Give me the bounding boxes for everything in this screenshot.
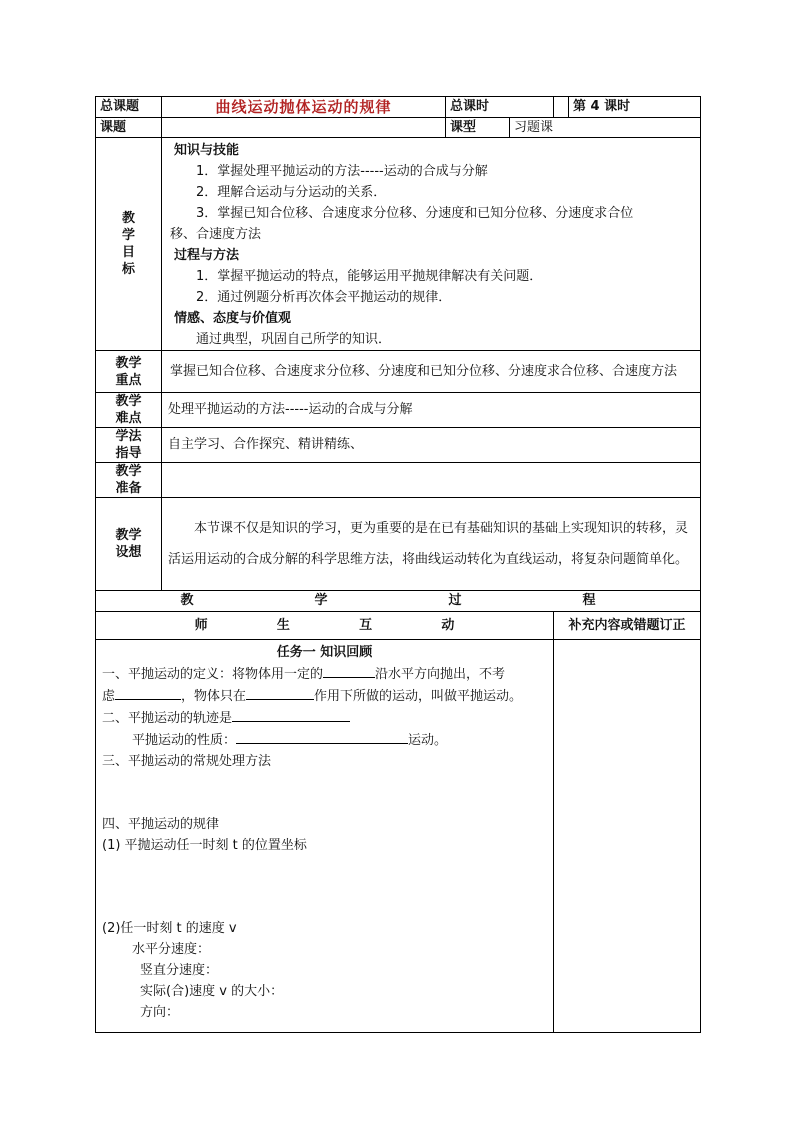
supplement-label: 补充内容或错题订正 bbox=[554, 612, 701, 640]
task-body-row bbox=[96, 640, 701, 1033]
type-label: 课型 bbox=[446, 118, 510, 138]
design-label: 教学设想 bbox=[96, 498, 162, 591]
header-row-total bbox=[96, 97, 701, 118]
topic-label: 课题 bbox=[96, 118, 162, 138]
emotion-text: 通过典型，巩固自己所学的知识． bbox=[196, 332, 392, 347]
lesson-plan-sheet bbox=[95, 96, 700, 1033]
process-char: 学 bbox=[314, 593, 328, 608]
interaction-char: 生 bbox=[276, 617, 290, 633]
process-header bbox=[96, 591, 701, 612]
process-header-row bbox=[96, 591, 701, 612]
law-title: 四、平抛运动的规律 bbox=[102, 817, 220, 832]
process-char: 过 bbox=[448, 593, 462, 608]
difficulties-text: 处理平抛运动的方法-----运动的合成与分解 bbox=[162, 393, 701, 428]
interaction-char: 互 bbox=[359, 617, 373, 633]
process-item: 1．掌握平抛运动的特点，能够运用平抛规律解决有关问题． bbox=[196, 269, 543, 284]
interaction-header bbox=[96, 612, 554, 640]
difficulties-label: 教学难点 bbox=[96, 393, 162, 428]
knowledge-item: 2．理解合运动与分运动的关系． bbox=[196, 185, 387, 200]
process-title: 过程与方法 bbox=[174, 248, 240, 263]
definition-line2: 虑 ，物体只在 作用下所做的运动，叫做平抛运动。 bbox=[102, 685, 547, 707]
method-title: 三、平抛运动的常规处理方法 bbox=[102, 754, 272, 769]
topic-value bbox=[162, 118, 446, 138]
method-label: 学法指导 bbox=[96, 428, 162, 463]
prep-label: 教学准备 bbox=[96, 463, 162, 498]
lesson-plan-table bbox=[95, 96, 701, 1033]
prep-text bbox=[162, 463, 701, 498]
design-text: 本节课不仅是知识的学习，更为重要的是在已有基础知识的基础上实现知识的转移，灵活运用运动的合成分解的科学思维方法，将曲线运动转化为直线运动，将复杂问题简单化。 bbox=[162, 498, 701, 591]
task-body bbox=[96, 640, 554, 1033]
interaction-header-row bbox=[96, 612, 701, 640]
blank-resistance bbox=[115, 685, 181, 700]
blank-nature bbox=[236, 729, 408, 744]
key-points-text: 掌握已知合位移、合速度求分位移、分速度和已知分位移、分速度求合位移、合速度方法 bbox=[162, 351, 701, 393]
law-item-2: (2)任一时刻 t 的速度 v bbox=[102, 921, 237, 936]
knowledge-title: 知识与技能 bbox=[174, 143, 240, 158]
horizontal-velocity: 水平分速度： bbox=[132, 942, 211, 957]
definition-line1: 一、平抛运动的定义：将物体用一定的 沿水平方向抛出，不考 bbox=[102, 663, 547, 685]
method-text: 自主学习、合作探究、精讲精练、 bbox=[162, 428, 701, 463]
emotion-title: 情感、态度与价值观 bbox=[174, 311, 292, 326]
total-hours-value bbox=[554, 97, 569, 118]
process-item: 2．通过例题分析再次体会平抛运动的规律． bbox=[196, 290, 452, 305]
difficulties-row bbox=[96, 393, 701, 428]
design-row bbox=[96, 498, 701, 591]
header-row-topic bbox=[96, 118, 701, 138]
blank-force bbox=[246, 685, 314, 700]
total-hours-label: 总课时 bbox=[446, 97, 554, 118]
velocity-direction: 方向： bbox=[140, 1005, 180, 1020]
knowledge-item-cont: 移、合速度方法 bbox=[170, 227, 262, 242]
blank-trajectory bbox=[232, 707, 350, 722]
interaction-char: 动 bbox=[441, 617, 455, 633]
goals-label: 教 学 目 标 bbox=[96, 138, 162, 351]
type-value: 习题课 bbox=[510, 118, 701, 138]
total-topic-title: 曲线运动抛体运动的规律 bbox=[162, 97, 446, 118]
goals-content bbox=[162, 138, 701, 351]
prep-row bbox=[96, 463, 701, 498]
knowledge-item: 3．掌握已知合位移、合速度求分位移、分速度和已知分位移、分速度求合位 bbox=[196, 206, 634, 221]
lesson-number: 第 4 课时 bbox=[569, 97, 701, 118]
process-char: 教 bbox=[180, 593, 194, 608]
total-topic-label: 总课题 bbox=[96, 97, 162, 118]
actual-velocity: 实际(合)速度 v 的大小： bbox=[140, 984, 284, 999]
trajectory-line: 二、平抛运动的轨迹是 bbox=[102, 707, 547, 729]
supplement-area bbox=[554, 640, 701, 1033]
task-title: 任务一 知识回顾 bbox=[276, 645, 373, 660]
knowledge-item: 1．掌握处理平抛运动的方法-----运动的合成与分解 bbox=[196, 164, 488, 179]
goals-row bbox=[96, 138, 701, 351]
blank-speed bbox=[323, 663, 375, 678]
process-char: 程 bbox=[582, 593, 596, 608]
interaction-char: 师 bbox=[194, 617, 208, 633]
key-points-label: 教学重点 bbox=[96, 351, 162, 393]
vertical-velocity: 竖直分速度： bbox=[140, 963, 219, 978]
law-item-1: (1) 平抛运动任一时刻 t 的位置坐标 bbox=[102, 838, 307, 853]
nature-line: 平抛运动的性质： 运动。 bbox=[102, 729, 547, 751]
method-row bbox=[96, 428, 701, 463]
key-points-row bbox=[96, 351, 701, 393]
